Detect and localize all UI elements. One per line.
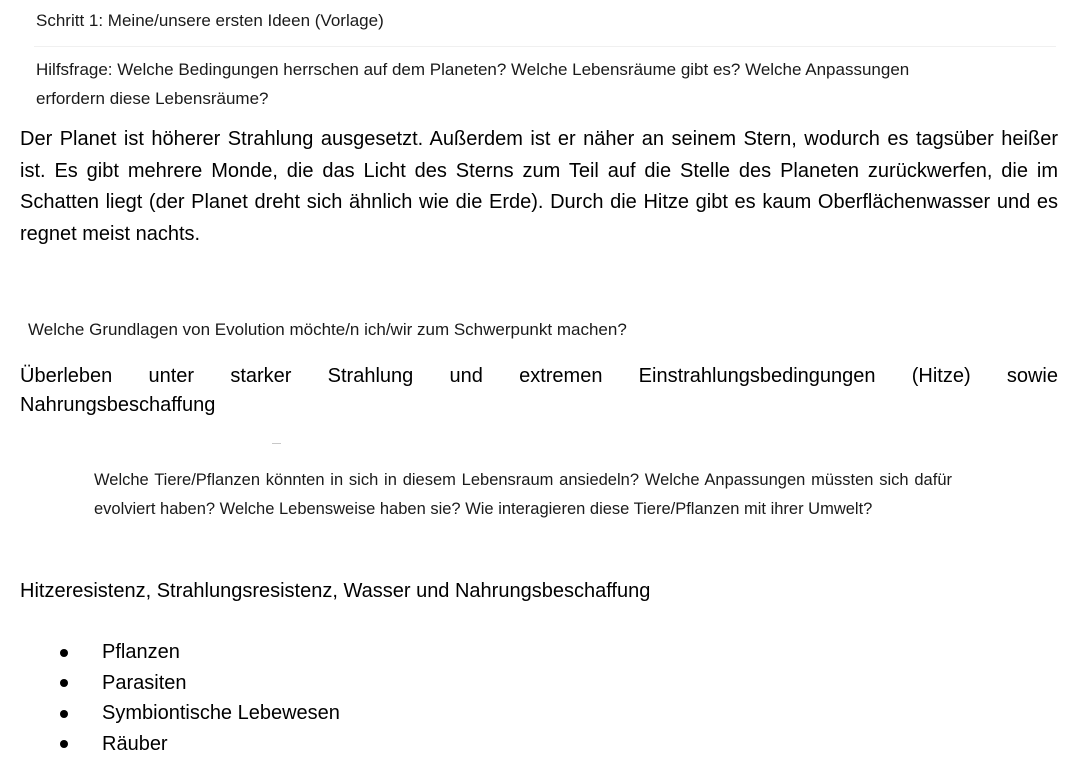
bullet-icon	[60, 740, 68, 748]
prompt-conditions: Hilfsfrage: Welche Bedingungen herrschen auf dem Planeten? Welche Lebensräume gibt es? Welche Anpassungen erfordern diese Lebensräume?	[36, 60, 910, 108]
list-item-label: Symbiontische Lebewesen	[102, 702, 340, 724]
step-divider	[34, 46, 1056, 47]
bullet-icon	[60, 710, 68, 718]
bullet-icon	[60, 649, 68, 657]
step-title: Schritt 1: Meine/unsere ersten Ideen (Vorlage)	[36, 11, 384, 30]
answer-evolution-focus	[20, 362, 1058, 420]
answer-organisms: Hitzeresistenz, Strahlungsresistenz, Wasser und Nahrungsbeschaffung	[20, 580, 651, 602]
list-item-label: Räuber	[102, 732, 168, 755]
list-item-label: Parasiten	[102, 671, 187, 694]
answer-evolution-focus-line-2: Nahrungsbeschaffung	[20, 394, 216, 416]
bullet-icon	[60, 679, 68, 687]
prompt-evolution-focus: Welche Grundlagen von Evolution möchte/n ich/wir zum Schwerpunkt machen?	[28, 320, 627, 339]
stray-mark	[272, 443, 281, 444]
answer-conditions: Der Planet ist höherer Strahlung ausgesetzt. Außerdem ist er näher an seinem Stern, wodurch es tagsüber heißer ist. Es gibt mehrere Monde, die das Licht des Sterns zum Teil auf die Stelle des Planeten zurückwerfen, die im Schatten liegt (der Planet dreht sich ähnlich wie die Erde). Durch die Hitze gibt es kaum Oberflächenwasser und es regnet meist nachts.	[20, 128, 1058, 245]
answer-evolution-focus-line-1: Überleben unter starker Strahlung und extremen Einstrahlungsbedingungen (Hitze) sowie	[20, 365, 1058, 387]
prompt-organisms: Welche Tiere/Pflanzen könnten in sich in diesem Lebensraum ansiedeln? Welche Anpassungen müssten sich dafür evolviert haben? Welche Lebensweise haben sie? Wie interagieren diese Tiere/Pflanzen mit ihrer Umwelt?	[94, 471, 952, 518]
list-item-label: Pflanzen	[102, 641, 180, 663]
